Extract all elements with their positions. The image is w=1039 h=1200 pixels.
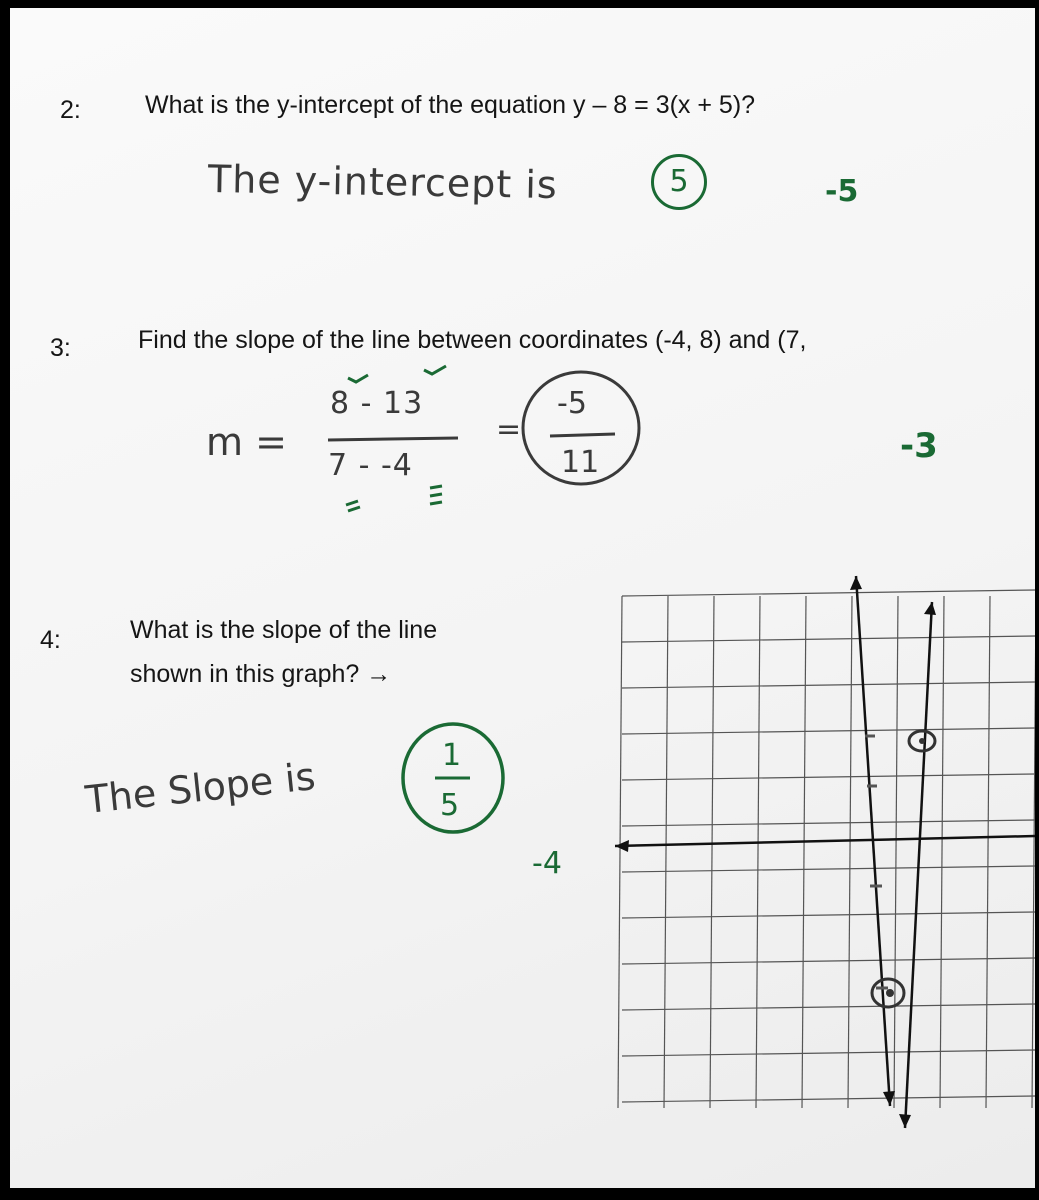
grid-line-horizontal [622,728,1035,734]
grid-line-vertical [802,596,806,1108]
q2-circled-answer: 5 [651,154,707,210]
q3-mark-1 [346,501,360,511]
plotted-point-upper-dot [919,738,925,744]
question-3-text: Find the slope of the line between coordinates (-4, 8) and (7, [138,326,807,354]
q3-m-label: m = [206,420,287,464]
grid-line-horizontal [622,912,1035,918]
grid-line-horizontal [622,774,1035,780]
plotted-line-bottom-arrow [899,1114,911,1128]
grid-line-horizontal [622,1004,1035,1010]
q4-correction: -4 [532,846,562,881]
q4-answer-text: The Slope is [83,754,318,822]
q3-result-circle [523,372,639,484]
question-4-number: 4: [40,626,61,654]
q3-result-numerator: -5 [557,386,587,421]
grid-line-vertical [894,596,898,1108]
question-4-text-line2: shown in this graph? → [130,660,392,688]
plotted-point-lower-dot [886,989,894,997]
grid-line-horizontal [622,1050,1035,1056]
q3-result-denominator: 11 [561,445,600,480]
worksheet-paper [10,8,1035,1188]
question-4-text-line1: What is the slope of the line [130,616,438,644]
drawing-layer [10,8,1035,1188]
q2-answer-text: The y-intercept is [207,156,559,208]
q3-fraction-bar [328,438,458,440]
grid-line-horizontal [622,820,1035,826]
grid-line-vertical [986,596,990,1108]
q3-denominator: 7 - -4 [328,448,413,483]
q2-correction: -5 [825,174,859,209]
q3-result-fraction-bar [550,434,615,436]
q4-circled-numerator: 1 [442,738,462,773]
coordinate-grid [618,590,1035,1108]
grid-line-vertical [618,596,622,1108]
question-3-number: 3: [50,334,71,362]
question-2-number: 2: [60,96,81,124]
plotted-line [905,602,932,1128]
question-2-text: What is the y-intercept of the equation y – 8 = 3(x + 5)? [145,91,756,119]
x-axis-arrow [615,840,629,852]
grid-line-vertical [710,596,714,1108]
grid-line-vertical [664,596,668,1108]
q3-check-mark-2 [424,366,446,374]
grid-line-horizontal [622,636,1035,642]
grid-line-horizontal [622,682,1035,688]
q3-mark-2 [430,486,442,504]
grid-line-horizontal [622,866,1035,872]
plotted-line-top-arrow [924,602,936,615]
x-axis [615,836,1035,846]
grid-line-vertical [1032,596,1035,1108]
y-axis-top-arrow [850,576,862,590]
q3-numerator: 8 - 13 [330,386,424,421]
q3-equals: = [496,412,522,447]
grid-line-horizontal [622,1096,1035,1102]
q4-circled-denominator: 5 [440,788,460,823]
grid-line-horizontal [622,590,1035,596]
q3-correction: -3 [900,426,938,466]
grid-line-vertical [848,596,852,1108]
grid-line-vertical [756,596,760,1108]
q3-check-mark-1 [348,375,368,382]
grid-line-vertical [940,596,944,1108]
grid-line-horizontal [622,958,1035,964]
